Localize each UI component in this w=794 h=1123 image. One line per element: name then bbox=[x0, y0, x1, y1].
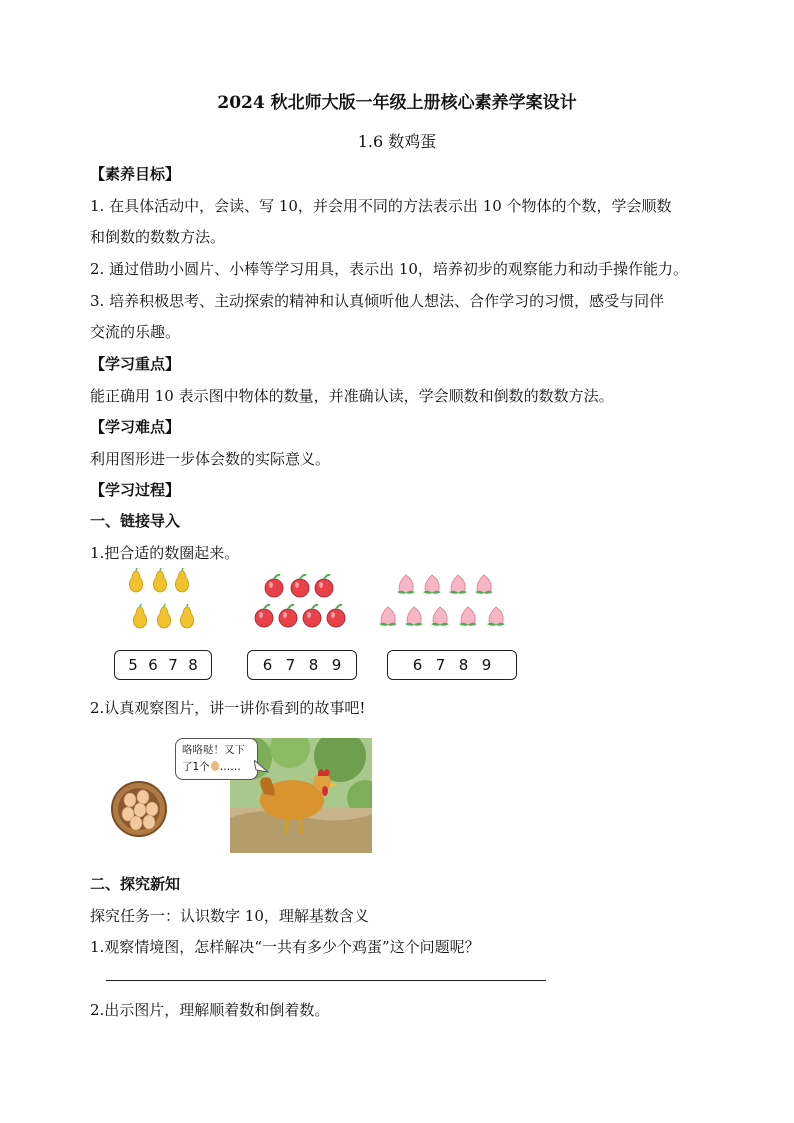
option-number[interactable]: 9 bbox=[481, 656, 492, 674]
option-number[interactable]: 7 bbox=[435, 656, 446, 674]
goal-line-1: 1. 在具体活动中，会读、写 10，并会用不同的方法表示出 10 个物体的个数，学会顺数 bbox=[90, 197, 672, 215]
focus-heading: 【学习重点】 bbox=[90, 355, 181, 373]
apple-icon bbox=[255, 575, 345, 627]
egg-icon bbox=[211, 761, 219, 771]
task1-question-2: 2.出示图片，理解顺着数和倒着数。 bbox=[90, 1001, 330, 1019]
option-number[interactable]: 9 bbox=[331, 656, 342, 674]
speech-bubble bbox=[175, 738, 258, 780]
peach-group bbox=[376, 570, 516, 632]
task1-title: 探究任务一：认识数字 10，理解基数含义 bbox=[90, 907, 369, 925]
question-2: 2.认真观察图片，讲一讲你看到的故事吧! bbox=[90, 699, 366, 717]
pear-group bbox=[120, 566, 210, 636]
option-number[interactable]: 7 bbox=[285, 656, 296, 674]
egg-basket-icon bbox=[110, 780, 168, 838]
goal-line-4: 3. 培养积极思考、主动探索的精神和认真倾听他人想法、合作学习的习惯，感受与同伴 bbox=[90, 292, 665, 310]
task1-question-1: 1.观察情境图，怎样解决“一共有多少个鸡蛋”这个问题呢？ bbox=[90, 938, 480, 956]
option-number[interactable]: 6 bbox=[412, 656, 423, 674]
number-box-pears bbox=[114, 650, 212, 680]
peach-icon bbox=[379, 575, 505, 626]
lesson-title: 1.6 数鸡蛋 bbox=[357, 132, 437, 151]
question-1: 1.把合适的数圈起来。 bbox=[90, 544, 240, 562]
goal-line-3: 2. 通过借助小圆片、小棒等学习用具，表示出 10，培养初步的观察能力和动手操作能力。 bbox=[90, 260, 688, 278]
option-number[interactable]: 8 bbox=[188, 656, 198, 674]
option-number[interactable]: 5 bbox=[128, 656, 138, 674]
option-number[interactable]: 6 bbox=[262, 656, 273, 674]
speech-line-2: 了1个 bbox=[182, 761, 210, 773]
process-heading: 【学习过程】 bbox=[90, 481, 181, 499]
answer-line[interactable] bbox=[106, 980, 546, 981]
number-box-peaches bbox=[387, 650, 517, 680]
focus-text: 能正确用 10 表示图中物体的数量，并准确认读，学会顺数和倒数的数数方法。 bbox=[90, 387, 614, 405]
number-box-apples bbox=[247, 650, 357, 680]
option-number[interactable]: 7 bbox=[168, 656, 178, 674]
goal-line-2: 和倒数的数数方法。 bbox=[90, 228, 226, 246]
page-title: 2024 秋北师大版一年级上册核心素养学案设计 bbox=[217, 93, 577, 113]
goal-line-5: 交流的乐趣。 bbox=[90, 323, 181, 341]
part1-heading: 一、链接导入 bbox=[90, 512, 181, 530]
option-number[interactable]: 6 bbox=[148, 656, 158, 674]
speech-line-1: 咯咯哒！又下 bbox=[182, 744, 245, 756]
speech-bubble-tail bbox=[254, 760, 270, 774]
option-number[interactable]: 8 bbox=[308, 656, 319, 674]
goals-heading: 【素养目标】 bbox=[90, 165, 181, 183]
speech-line-2-tail: …… bbox=[219, 761, 241, 773]
difficulty-heading: 【学习难点】 bbox=[90, 418, 181, 436]
option-number[interactable]: 8 bbox=[458, 656, 469, 674]
part2-heading: 二、探究新知 bbox=[90, 875, 181, 893]
difficulty-text: 利用图形进一步体会数的实际意义。 bbox=[90, 450, 331, 468]
pear-icon bbox=[129, 568, 193, 628]
apple-group bbox=[250, 570, 350, 632]
